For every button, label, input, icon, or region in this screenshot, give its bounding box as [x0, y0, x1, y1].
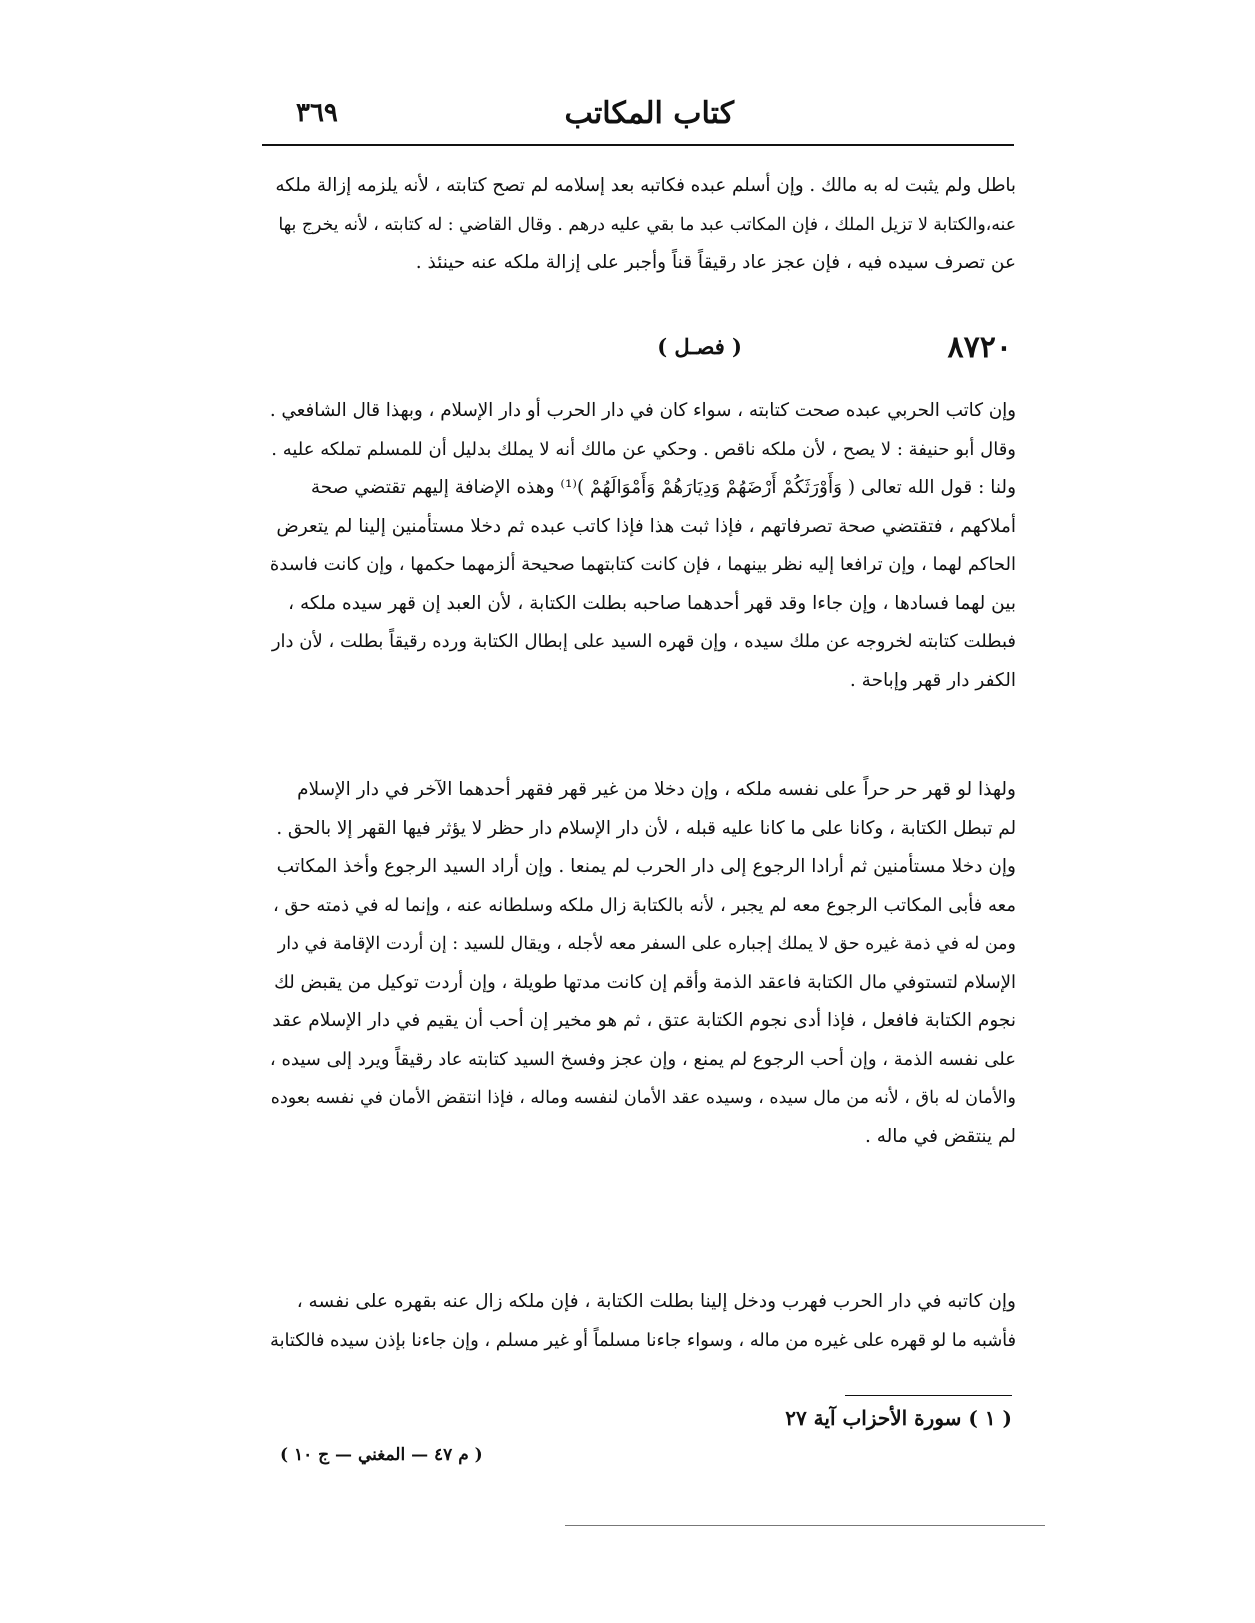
- text-line: عنه،والكتابة لا تزيل الملك ، فإن المكاتب عبد ما بقي عليه درهم . وقال القاضي : له كتابته ، لأنه يخرج بها: [278, 214, 1016, 235]
- section-number: ٨٧٢٠: [947, 330, 1012, 365]
- text-line: ومن له في ذمة غيره حق لا يملك إجباره على السفر معه لأجله ، ويقال للسيد : إن أردت الإقامة في دار: [277, 934, 1016, 954]
- text-line: وإن كاتبه في دار الحرب فهرب ودخل إلينا بطلت الكتابة ، فإن ملكه زال عنه بقهره على نفسه ،: [296, 1291, 1016, 1312]
- text-line: الإسلام لتستوفي مال الكتابة فاعقد الذمة وأقم إن كانت مدتها طويلة ، وإن أردت توكيل من يقبض لك: [274, 971, 1016, 993]
- text-line: وقال أبو حنيفة : لا يصح ، لأن ملكه ناقص . وحكي عن مالك أنه لا يملك بدليل أن للمسلم تملكه عليه .: [271, 438, 1016, 460]
- text-line: ولنا : قول الله تعالى ( وَأَوْرَثَكُمْ أَرْضَهُمْ وَدِيَارَهُمْ وَأَمْوَالَهُمْ )⁽¹⁾ وهذه الإضافة إليهم تقتضي صحة: [310, 477, 1016, 498]
- text-line: لم تبطل الكتابة ، وكانا على ما كانا عليه قبله ، لأن دار الإسلام دار حظر لا يؤثر فيها القهر إلا بالحق .: [276, 817, 1016, 839]
- text-line: نجوم الكتابة فافعل ، فإذا أدى نجوم الكتابة عتق ، ثم هو مخير إن أحب أن يقيم في دار الإسلام عقد: [272, 1010, 1016, 1031]
- text-line: ولهذا لو قهر حر حراً على نفسه ملكه ، وإن دخلا من غير قهر فقهر أحدهما الآخر في دار الإسلام: [297, 779, 1016, 800]
- bottom-rule: [565, 1525, 1045, 1526]
- text-line: لم ينتقض في ماله .: [864, 1125, 1016, 1147]
- text-line: وإن دخلا مستأمنين ثم أرادا الرجوع إلى دار الحرب لم يمنعا . وإن أراد السيد الرجوع وأخذ المكاتب: [276, 856, 1016, 877]
- paragraph-block-1: [270, 167, 1016, 283]
- footnote-rule: [845, 1395, 1012, 1396]
- running-title: كتاب المكاتب: [564, 96, 734, 131]
- text-line: فأشبه ما لو قهره على غيره من ماله ، وسواء جاءنا مسلماً أو غير مسلم ، وإن جاءنا بإذن سيده فالكتابة: [270, 1330, 1016, 1351]
- text-line: الكفر دار قهر وإباحة .: [849, 669, 1016, 691]
- text-line: باطل ولم يثبت له به مالك . وإن أسلم عبده فكاتبه بعد إسلامه لم تصح كتابته ، لأنه يلزمه إزالة ملكه: [275, 175, 1016, 196]
- header-rule: [262, 144, 1014, 146]
- section-title: ( فصـل ): [657, 334, 742, 359]
- paragraph-block-2: [270, 392, 1016, 700]
- paragraph-block-3: [270, 771, 1016, 1156]
- page-number: ٣٦٩: [296, 98, 338, 128]
- text-line: عن تصرف سيده فيه ، فإن عجز عاد رقيقاً قناً وأجبر على إزالة ملكه عنه حينئذ .: [415, 252, 1016, 273]
- text-line: الحاكم لهما ، وإن ترافعا إليه نظر بينهما ، فإن كانت كتابتهما صحيحة ألزمهما حكمها ، وإن كانت فاسدة: [269, 554, 1016, 575]
- text-line: أملاكهم ، فتقتضي صحة تصرفاتهم ، فإذا ثبت هذا فإذا كاتب عبده ثم دخلا مستأمنين إلينا لم يتعرض: [276, 515, 1016, 537]
- printer-signature: ( م ٤٧ — المغني — ج ١٠ ): [280, 1445, 483, 1465]
- text-line: على نفسه الذمة ، وإن أحب الرجوع لم يمنع ، وإن عجز وفسخ السيد كتابته عاد رقيقاً ويرد إلى سيده ،: [269, 1048, 1016, 1070]
- running-header: [262, 96, 1014, 140]
- text-line: معه فأبى المكاتب الرجوع معه لم يجبر ، لأنه بالكتابة زال ملكه وسلطانه عنه ، وإنما له في ذمته حق ،: [272, 894, 1016, 916]
- paragraph-block-4: [270, 1283, 1016, 1360]
- text-line: وإن كاتب الحربي عبده صحت كتابته ، سواء كان في دار الحرب أو دار الإسلام ، وبهذا قال الشافعي .: [269, 400, 1016, 421]
- text-line: بين لهما فسادها ، وإن جاءا وقد قهر أحدهما صاحبه بطلت الكتابة ، لأن العبد إن قهر سيده ملكه ،: [288, 592, 1016, 614]
- text-line: والأمان له باق ، لأنه من مال سيده ، وسيده عقد الأمان لنفسه وماله ، فإذا انتقض الأمان في نفسه بعوده: [270, 1088, 1016, 1108]
- text-line: فبطلت كتابته لخروجه عن ملك سيده ، وإن قهره السيد على إبطال الكتابة ورده رقيقاً بطلت ، لأن دار: [271, 631, 1016, 652]
- section-heading: [290, 324, 1012, 374]
- footnote: ( ١ ) سورة الأحزاب آية ٢٧: [785, 1406, 1012, 1430]
